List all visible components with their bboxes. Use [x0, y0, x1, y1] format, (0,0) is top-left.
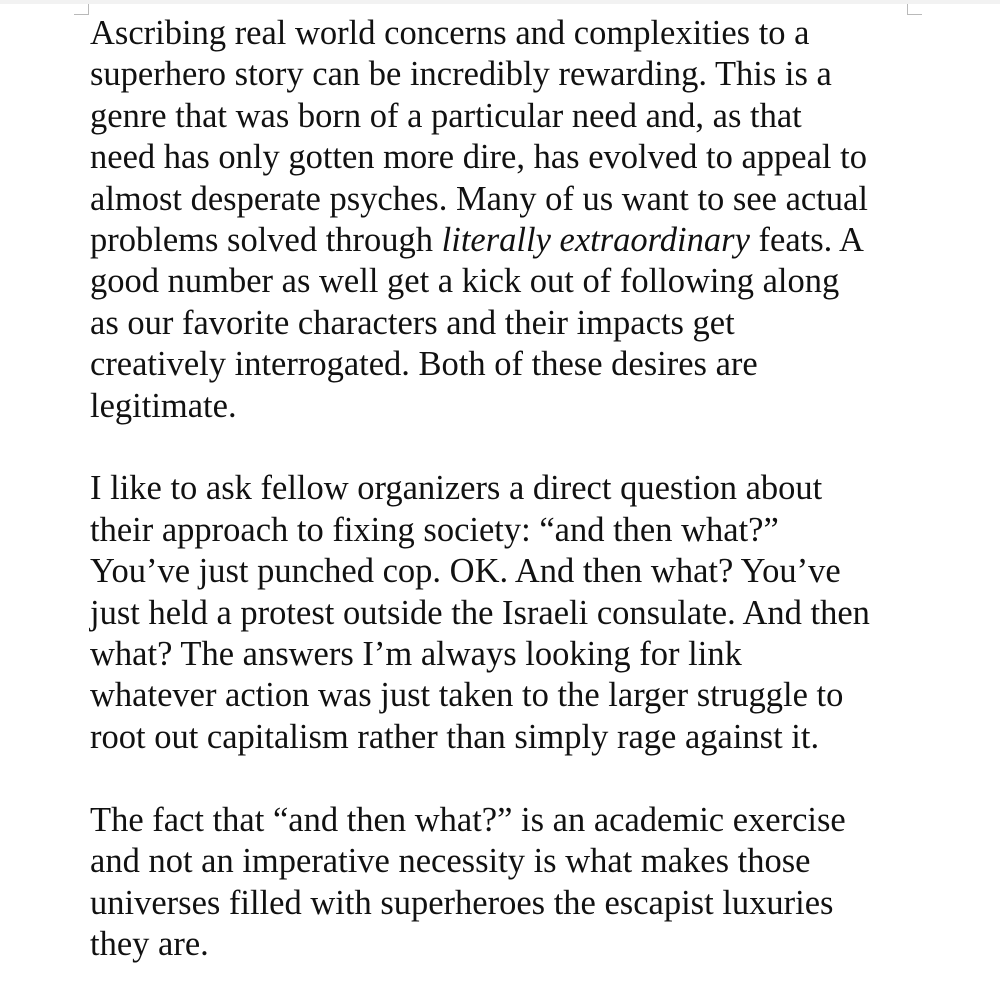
page-top-edge: [0, 0, 1000, 4]
paragraph-2-line-7: root out capitalism rather than simply rage against it.: [90, 717, 820, 756]
paragraph-2-line-4: just held a protest outside the Israeli consulate. And then: [90, 593, 870, 632]
paragraph-1-line-9: creatively interrogated. Both of these desires are: [90, 345, 758, 384]
document-body[interactable]: [90, 13, 920, 1007]
paragraph-2-line-5: what? The answers I’m always looking for link: [90, 635, 742, 674]
italic-phrase: literally extraordinary: [441, 221, 750, 260]
paragraph-1-line-2: superhero story can be incredibly rewarding. This is a: [90, 55, 832, 94]
paragraph-3-line-1: The fact that “and then what?” is an academic exercise: [90, 800, 846, 839]
paragraph-1-line-4: need has only gotten more dire, has evolved to appeal to: [90, 138, 867, 177]
line-6-text-before-italic: problems solved through: [90, 221, 442, 260]
paragraph-3: [90, 800, 920, 966]
line-6-text-after-italic: feats. A: [749, 221, 864, 260]
paragraph-2-line-2: their approach to fixing society: “and then what?”: [90, 510, 779, 549]
paragraph-2: [90, 468, 920, 758]
paragraph-3-line-2: and not an imperative necessity is what makes those: [90, 842, 811, 881]
paragraph-1-line-5: almost desperate psyches. Many of us want to see actual: [90, 179, 868, 218]
paragraph-2-line-6: whatever action was just taken to the larger struggle to: [90, 676, 844, 715]
paragraph-3-line-3: universes filled with superheroes the escapist luxuries: [90, 883, 834, 922]
paragraph-1-line-6: [90, 220, 920, 261]
paragraph-2-line-1: I like to ask fellow organizers a direct question about: [90, 469, 823, 508]
paragraph-1: [90, 13, 920, 427]
paragraph-1-line-7: good number as well get a kick out of following along: [90, 262, 840, 301]
paragraph-1-line-8: as our favorite characters and their impacts get: [90, 303, 735, 342]
paragraph-1-line-10: legitimate.: [90, 386, 237, 425]
paragraph-3-line-4: they are.: [90, 924, 209, 963]
paragraph-2-line-3: You’ve just punched cop. OK. And then what? You’ve: [90, 552, 841, 591]
paragraph-1-line-1: Ascribing real world concerns and complexities to a: [90, 14, 810, 52]
left-margin-corner-mark: [74, 4, 89, 15]
paragraph-1-line-3: genre that was born of a particular need and, as that: [90, 96, 802, 135]
